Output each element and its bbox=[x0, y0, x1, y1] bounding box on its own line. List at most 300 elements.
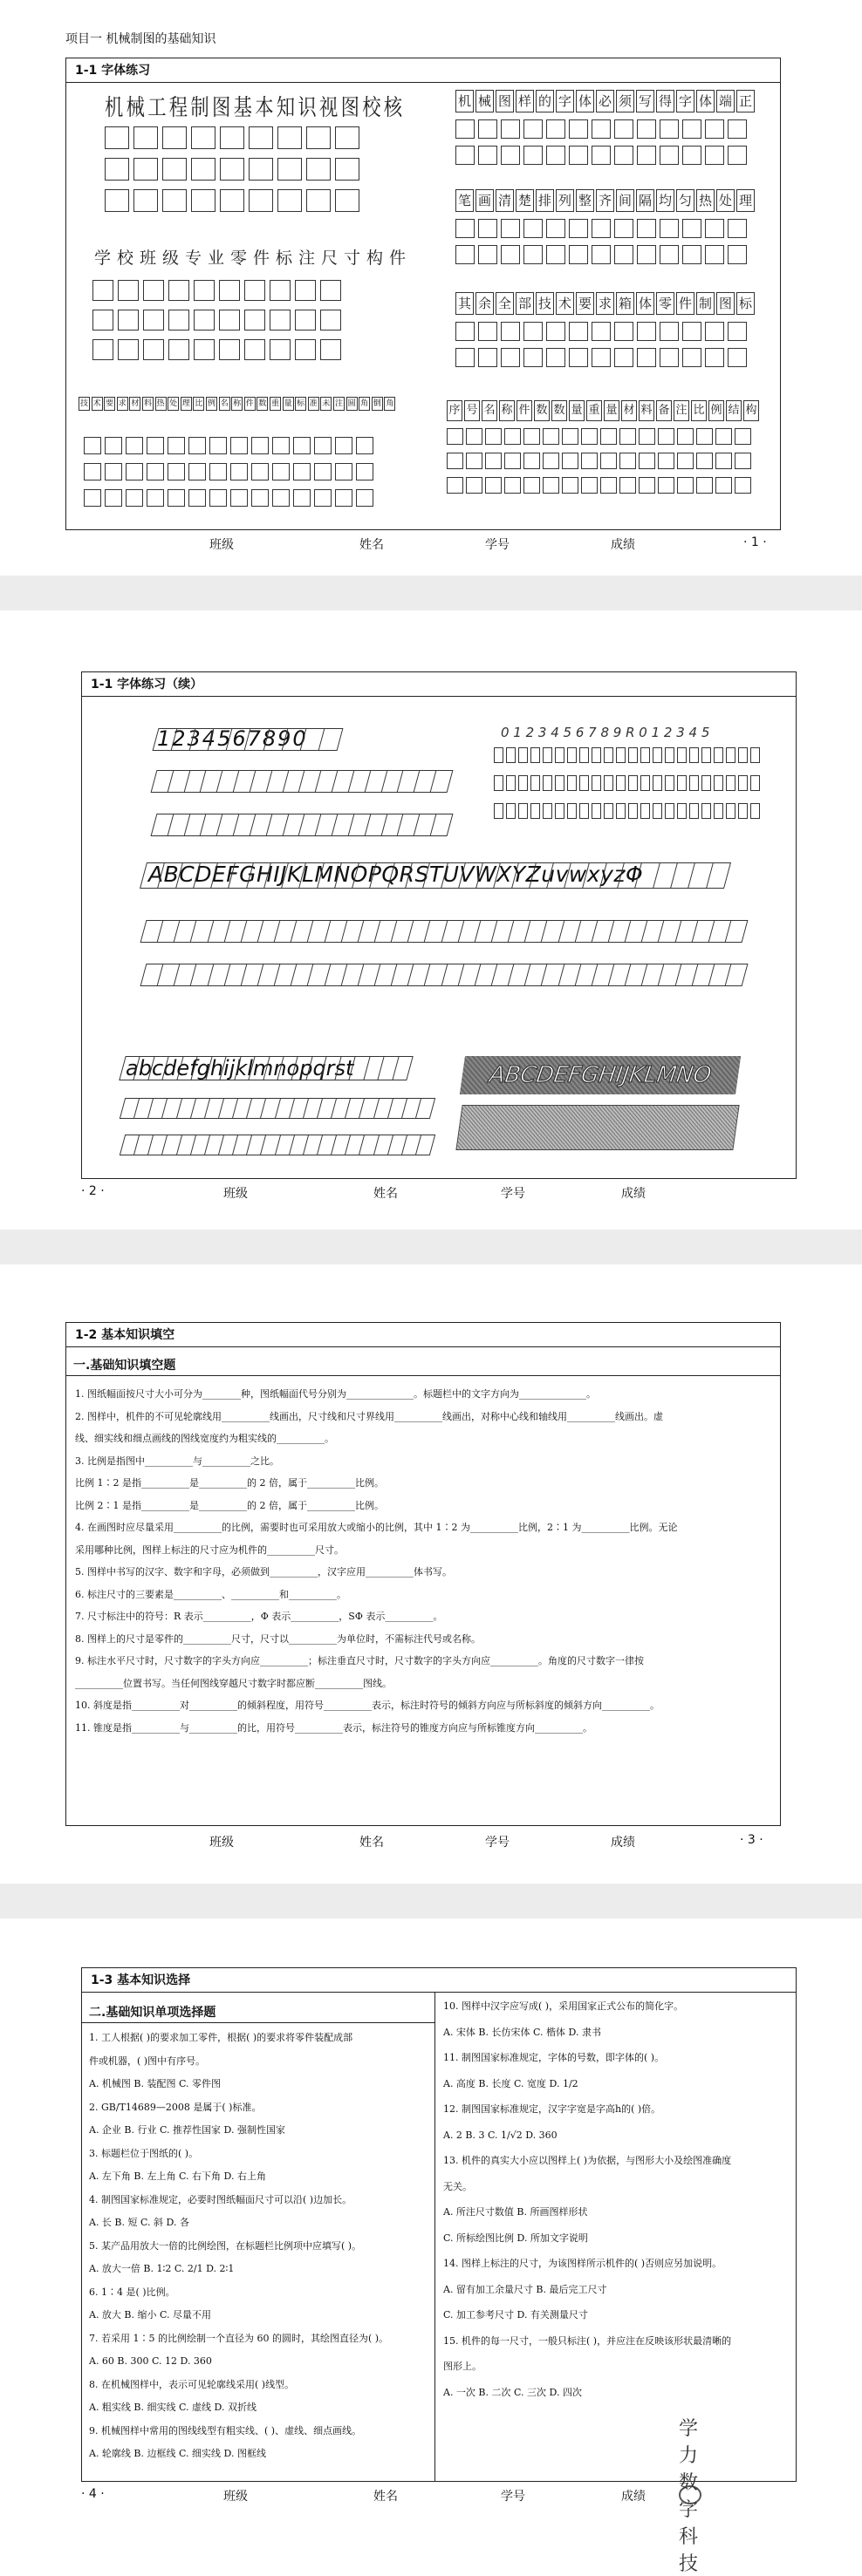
grid-cell bbox=[335, 489, 352, 507]
grid-cell bbox=[546, 348, 565, 367]
sample-char: 数 bbox=[551, 400, 567, 421]
grid-cell bbox=[320, 280, 341, 301]
grid-cell bbox=[640, 775, 650, 791]
sample-char: 箱 bbox=[616, 292, 634, 315]
grid-cell bbox=[455, 219, 475, 238]
choice-line: A. 放大 B. 缩小 C. 尽量不用 bbox=[89, 2309, 212, 2320]
grid-cell bbox=[455, 348, 475, 367]
grid-cell bbox=[715, 477, 732, 494]
grid-cell bbox=[506, 803, 516, 819]
grid-cell bbox=[209, 463, 227, 480]
grid-cell bbox=[455, 322, 475, 341]
grid-cell bbox=[728, 348, 747, 367]
sample-char: 数 bbox=[257, 397, 268, 411]
grid-cell bbox=[277, 126, 302, 149]
sample-char: 备 bbox=[656, 400, 672, 421]
choice-line: 10. 图样中汉字应写成( )，采用国家正式公布的简化字。 bbox=[443, 2000, 684, 2012]
grid-cell bbox=[168, 463, 185, 480]
grid-cell bbox=[504, 477, 521, 494]
grid-cell bbox=[701, 803, 711, 819]
grid-cell bbox=[162, 158, 187, 181]
grid-cell bbox=[335, 463, 352, 480]
grid-cell bbox=[501, 348, 520, 367]
sample-char: 要 bbox=[576, 292, 594, 315]
choice-line: 11. 制图国家标准规定，字体的号数，即字体的( )。 bbox=[443, 2052, 665, 2063]
sample-char: 热 bbox=[155, 397, 167, 411]
grid-cell bbox=[230, 463, 248, 480]
sample-char: 结 bbox=[726, 400, 742, 421]
grid-cell bbox=[478, 119, 497, 139]
grid-cell bbox=[518, 775, 528, 791]
grid-cell bbox=[569, 348, 588, 367]
grid-cell bbox=[105, 126, 129, 149]
grid-cell bbox=[501, 119, 520, 139]
sample-char: 处 bbox=[168, 397, 179, 411]
grid-cell bbox=[191, 126, 216, 149]
grid-cell bbox=[147, 489, 164, 507]
question-line: 线、细实线和细点画线的图线宽度约为粗实线的__________。 bbox=[75, 1433, 334, 1444]
choice-line: A. 宋体 B. 长仿宋体 C. 楷体 D. 隶书 bbox=[443, 2026, 601, 2038]
grid-cell bbox=[619, 453, 636, 469]
sample-char: 隔 bbox=[636, 189, 654, 212]
question-line: 5. 图样中书写的汉字、数字和字母，必须做到__________，汉字应用__________体书写。 bbox=[75, 1566, 452, 1578]
page-gap bbox=[0, 576, 862, 610]
grid-cell bbox=[277, 189, 302, 212]
outline-text: ABCDEFGHIJKLMNO bbox=[487, 1062, 714, 1088]
section-title: 1-2 基本知识填空 bbox=[66, 1323, 780, 1347]
grid-cell bbox=[501, 146, 520, 165]
grid-cell bbox=[251, 489, 269, 507]
grid-cell bbox=[244, 310, 265, 331]
sample-char: 体 bbox=[696, 90, 715, 112]
sample-char: 料 bbox=[142, 397, 154, 411]
grid-cell bbox=[696, 453, 713, 469]
grid-cell bbox=[543, 803, 552, 819]
question-line: 1. 图纸幅面按尺寸大小可分为________种，图纸幅面代号分别为______________。标题栏中的文字方向为______________。 bbox=[75, 1388, 596, 1400]
grid-cell bbox=[701, 775, 711, 791]
grid-cell bbox=[504, 453, 521, 469]
grid-cell bbox=[628, 747, 638, 763]
outline-sample bbox=[460, 1056, 741, 1094]
grid-cell bbox=[506, 747, 516, 763]
grid-cell bbox=[592, 119, 611, 139]
grid-cell bbox=[600, 453, 617, 469]
grid-cell bbox=[270, 339, 291, 360]
grid-cell bbox=[592, 146, 611, 165]
section-title: 1-1 字体练习（续） bbox=[82, 672, 796, 697]
grid-cell bbox=[689, 803, 699, 819]
sample-text-1: 机械工程制图基本知识视图校核 bbox=[105, 95, 406, 121]
grid-cell bbox=[270, 280, 291, 301]
sample-char: 倒 bbox=[372, 397, 383, 411]
grid-cell bbox=[105, 437, 122, 454]
grid-cell bbox=[84, 463, 101, 480]
footer-id: 学号 bbox=[485, 1836, 510, 1850]
grid-cell bbox=[677, 747, 687, 763]
footer-score: 成绩 bbox=[621, 1187, 646, 1201]
sample-char: 技 bbox=[79, 397, 90, 411]
grid-cell bbox=[637, 119, 656, 139]
grid-cell bbox=[478, 245, 497, 264]
grid-cell bbox=[105, 463, 122, 480]
sample-char: 字 bbox=[676, 90, 694, 112]
grid-cell bbox=[543, 453, 559, 469]
grid-cell bbox=[555, 803, 564, 819]
grid-cell bbox=[314, 437, 332, 454]
sample-char: 件 bbox=[676, 292, 694, 315]
grid-cell bbox=[188, 489, 206, 507]
grid-cell bbox=[619, 428, 636, 445]
grid-cell bbox=[126, 489, 143, 507]
grid-cell bbox=[546, 146, 565, 165]
sample-char: 件 bbox=[244, 397, 256, 411]
sample-char: 清 bbox=[496, 189, 514, 212]
sample-char: 角 bbox=[384, 397, 395, 411]
sample-char: 笔 bbox=[455, 189, 474, 212]
grid-cell bbox=[447, 428, 463, 445]
grid-cell bbox=[466, 453, 482, 469]
grid-cell bbox=[614, 245, 633, 264]
grid-cell bbox=[494, 747, 503, 763]
grid-cell bbox=[592, 322, 611, 341]
grid-cell bbox=[191, 189, 216, 212]
sample-char: 名 bbox=[219, 397, 230, 411]
grid-cell bbox=[478, 219, 497, 238]
grid-cell bbox=[696, 428, 713, 445]
subtitle-rule bbox=[82, 2022, 434, 2023]
grid-cell bbox=[293, 463, 311, 480]
grid-cell bbox=[293, 489, 311, 507]
watermark-text: 学力数字科技 bbox=[679, 2418, 699, 2575]
page-number: · 2 · bbox=[81, 1184, 105, 1198]
fill-blank-box bbox=[65, 1322, 781, 1826]
grid-cell bbox=[194, 339, 215, 360]
choice-line: A. 企业 B. 行业 C. 推荐性国家 D. 强制性国家 bbox=[89, 2124, 285, 2136]
sample-char: 得 bbox=[656, 90, 674, 112]
footer-name: 姓名 bbox=[359, 1836, 384, 1850]
slant-row bbox=[151, 814, 454, 836]
sample-char: 排 bbox=[536, 189, 554, 212]
grid-cell bbox=[604, 775, 613, 791]
grid-cell bbox=[653, 747, 662, 763]
sample-char: 未 bbox=[320, 397, 332, 411]
footer-score: 成绩 bbox=[611, 538, 635, 552]
grid-cell bbox=[637, 219, 656, 238]
grid-cell bbox=[660, 245, 679, 264]
grid-cell bbox=[478, 348, 497, 367]
grid-cell bbox=[220, 126, 244, 149]
choice-line: C. 加工参考尺寸 D. 有关测量尺寸 bbox=[443, 2309, 588, 2320]
grid-cell bbox=[714, 775, 723, 791]
grid-cell bbox=[592, 348, 611, 367]
grid-cell bbox=[494, 775, 503, 791]
choice-line: 6. 1∶4 是( )比例。 bbox=[89, 2286, 175, 2298]
sample-char: 构 bbox=[743, 400, 759, 421]
grid-cell bbox=[614, 322, 633, 341]
sample-char: 图 bbox=[716, 292, 735, 315]
grid-cell bbox=[518, 803, 528, 819]
grid-cell bbox=[209, 437, 227, 454]
grid-cell bbox=[523, 453, 540, 469]
digits-slant-grid bbox=[153, 728, 344, 751]
grid-cell bbox=[501, 219, 520, 238]
page-number: · 4 · bbox=[81, 2487, 105, 2501]
grid-cell bbox=[639, 428, 655, 445]
grid-cell bbox=[219, 280, 240, 301]
grid-cell bbox=[660, 348, 679, 367]
grid-cell bbox=[658, 453, 674, 469]
grid-cell bbox=[726, 803, 735, 819]
sample-char: 整 bbox=[576, 189, 594, 212]
grid-cell bbox=[478, 322, 497, 341]
sample-char: 角 bbox=[359, 397, 370, 411]
grid-cell bbox=[523, 245, 543, 264]
grid-cell bbox=[168, 310, 189, 331]
grid-cell bbox=[592, 775, 601, 791]
sample-char: 术 bbox=[556, 292, 574, 315]
sample-char: 准 bbox=[308, 397, 319, 411]
sample-char: 数 bbox=[534, 400, 550, 421]
footer-name: 姓名 bbox=[373, 1187, 398, 1201]
sample-char: 求 bbox=[596, 292, 614, 315]
sample-char: 均 bbox=[656, 189, 674, 212]
grid-cell bbox=[715, 428, 732, 445]
sample-char: 要 bbox=[104, 397, 115, 411]
grid-cell bbox=[660, 146, 679, 165]
slant-row bbox=[120, 1135, 435, 1155]
grid-cell bbox=[677, 477, 694, 494]
sample-char: 体 bbox=[576, 90, 594, 112]
digits-right-text: 0 1 2 3 4 5 6 7 8 9 R 0 1 2 3 4 5 bbox=[501, 725, 710, 740]
grid-cell bbox=[705, 119, 724, 139]
grid-cell bbox=[562, 477, 578, 494]
grid-cell bbox=[126, 463, 143, 480]
grid-cell bbox=[660, 322, 679, 341]
grid-cell bbox=[628, 803, 638, 819]
grid-cell bbox=[735, 428, 751, 445]
grid-cell bbox=[133, 158, 158, 181]
grid-cell bbox=[600, 428, 617, 445]
choice-line: 4. 制图国家标准规定，必要时图纸幅面尺寸可以沿( )边加长。 bbox=[89, 2193, 352, 2205]
grid-cell bbox=[219, 339, 240, 360]
section-title: 1-1 字体练习 bbox=[66, 58, 780, 83]
grid-cell bbox=[335, 158, 359, 181]
grid-cell bbox=[92, 310, 113, 331]
sample-char: 注 bbox=[333, 397, 345, 411]
grid-cell bbox=[92, 280, 113, 301]
watermark bbox=[679, 2418, 701, 2575]
grid-cell bbox=[133, 126, 158, 149]
sample-char: 余 bbox=[475, 292, 494, 315]
grid-cell bbox=[251, 437, 269, 454]
grid-cell bbox=[168, 437, 185, 454]
grid-cell bbox=[682, 146, 701, 165]
grid-cell bbox=[677, 775, 687, 791]
grid-cell bbox=[614, 119, 633, 139]
uppercase-text: ABCDEFGHIJKLMNOPQRSTUVWXYZuvwxyzΦ bbox=[148, 862, 644, 887]
grid-cell bbox=[616, 803, 626, 819]
sample-char: 端 bbox=[716, 90, 735, 112]
grid-cell bbox=[728, 245, 747, 264]
question-line: 比例 2∶1 是指__________是__________的 2 倍，属于__________比例。 bbox=[75, 1499, 384, 1511]
sample-char: 料 bbox=[639, 400, 654, 421]
page-2 bbox=[0, 610, 862, 1230]
grid-cell bbox=[579, 775, 589, 791]
grid-cell bbox=[530, 747, 540, 763]
grid-cell bbox=[696, 477, 713, 494]
sample-char: 号 bbox=[464, 400, 480, 421]
grid-cell bbox=[562, 428, 578, 445]
grid-cell bbox=[314, 489, 332, 507]
sample-char: 部 bbox=[516, 292, 534, 315]
choice-line: A. 长 B. 短 C. 斜 D. 各 bbox=[89, 2217, 189, 2228]
grid-cell bbox=[306, 158, 331, 181]
grid-cell bbox=[705, 322, 724, 341]
grid-cell bbox=[543, 477, 559, 494]
sample-char: 字 bbox=[556, 90, 574, 112]
grid-cell bbox=[637, 348, 656, 367]
choice-line: 无关。 bbox=[443, 2180, 472, 2192]
grid-cell bbox=[682, 219, 701, 238]
grid-cell bbox=[230, 489, 248, 507]
digits-right bbox=[501, 725, 709, 740]
grid-cell bbox=[726, 775, 735, 791]
choice-line: C. 所标绘图比例 D. 所加文字说明 bbox=[443, 2232, 588, 2244]
sample-char: 楚 bbox=[516, 189, 534, 212]
grid-cell bbox=[447, 477, 463, 494]
choice-line: A. 2 B. 3 C. 1/√2 D. 360 bbox=[443, 2129, 558, 2141]
choice-line: A. 一次 B. 二次 C. 三次 D. 四次 bbox=[443, 2386, 582, 2398]
grid-cell bbox=[705, 219, 724, 238]
grid-cell bbox=[518, 747, 528, 763]
grid-cell bbox=[147, 437, 164, 454]
grid-cell bbox=[665, 803, 674, 819]
grid-cell bbox=[682, 119, 701, 139]
choice-line: A. 所注尺寸数值 B. 所画图样形状 bbox=[443, 2206, 588, 2218]
sample-char: 序 bbox=[447, 400, 462, 421]
grid-cell bbox=[728, 119, 747, 139]
grid-cell bbox=[569, 219, 588, 238]
grid-cell bbox=[191, 158, 216, 181]
grid-cell bbox=[277, 158, 302, 181]
sample-char: 例 bbox=[708, 400, 724, 421]
grid-cell bbox=[728, 219, 747, 238]
sample-char: 求 bbox=[117, 397, 128, 411]
grid-cell bbox=[335, 189, 359, 212]
grid-cell bbox=[293, 437, 311, 454]
grid-cell bbox=[249, 189, 273, 212]
lowercase-slant-grid bbox=[119, 1056, 414, 1080]
grid-cell bbox=[567, 747, 577, 763]
sample-char: 材 bbox=[621, 400, 637, 421]
grid-cell bbox=[619, 477, 636, 494]
grid-cell bbox=[726, 747, 735, 763]
sample-char: 材 bbox=[129, 397, 140, 411]
grid-cell bbox=[660, 219, 679, 238]
grid-cell bbox=[295, 310, 316, 331]
grid-cell bbox=[682, 322, 701, 341]
sample-char: 正 bbox=[736, 90, 755, 112]
footer-class: 班级 bbox=[209, 1836, 234, 1850]
grid-cell bbox=[249, 126, 273, 149]
grid-cell bbox=[92, 339, 113, 360]
grid-cell bbox=[320, 339, 341, 360]
choice-line: 7. 若采用 1∶5 的比例绘制一个直径为 60 的圆时，其绘图直径为( )。 bbox=[89, 2332, 389, 2344]
grid-cell bbox=[543, 775, 552, 791]
grid-cell bbox=[356, 489, 373, 507]
grid-cell bbox=[714, 747, 723, 763]
grid-cell bbox=[637, 322, 656, 341]
grid-cell bbox=[220, 158, 244, 181]
grid-cell bbox=[506, 775, 516, 791]
question-line: 10. 斜度是指__________对__________的倾斜程度，用符号__________表示，标注时符号的倾斜方向应与所标斜度的倾斜方向__________。 bbox=[75, 1700, 660, 1711]
sample-char: 械 bbox=[475, 90, 494, 112]
grid-cell bbox=[640, 747, 650, 763]
question-line: 8. 图样上的尺寸是零件的__________尺寸，尺寸以__________为单位时，不需标注代号或名称。 bbox=[75, 1632, 481, 1645]
question-line: __________位置书写。当任何图线穿越尺寸数字时都应断__________图线。 bbox=[75, 1677, 392, 1689]
grid-cell bbox=[569, 146, 588, 165]
grid-cell bbox=[455, 119, 475, 139]
footer-id: 学号 bbox=[501, 1187, 525, 1201]
slant-row bbox=[140, 920, 749, 943]
sample-char: 称 bbox=[231, 397, 243, 411]
grid-cell bbox=[485, 428, 502, 445]
question-line: 3. 比例是指图中__________与__________之比。 bbox=[75, 1455, 279, 1467]
grid-cell bbox=[485, 477, 502, 494]
grid-cell bbox=[705, 245, 724, 264]
grid-cell bbox=[592, 803, 601, 819]
grid-cell bbox=[272, 463, 290, 480]
grid-cell bbox=[555, 747, 564, 763]
grid-cell bbox=[143, 280, 164, 301]
grid-cell bbox=[705, 146, 724, 165]
choice-line: 15. 机件的每一尺寸，一般只标注( )，并应注在反映该形状最清晰的 bbox=[443, 2334, 732, 2347]
sample-char: 量 bbox=[283, 397, 294, 411]
grid-cell bbox=[249, 158, 273, 181]
sample-char: 处 bbox=[716, 189, 735, 212]
grid-cell bbox=[523, 428, 540, 445]
grid-cell bbox=[320, 310, 341, 331]
sample-char: 重 bbox=[586, 400, 602, 421]
choice-line: 3. 标题栏位于图纸的( )。 bbox=[89, 2147, 199, 2159]
grid-cell bbox=[714, 803, 723, 819]
grid-cell bbox=[614, 348, 633, 367]
sample-char: 量 bbox=[569, 400, 585, 421]
grid-cell bbox=[335, 126, 359, 149]
sample-char: 制 bbox=[696, 292, 715, 315]
choice-line: 1. 工人根据( )的要求加工零件，根据( )的要求将零件装配成部 bbox=[89, 2032, 353, 2043]
grid-cell bbox=[504, 428, 521, 445]
grid-cell bbox=[735, 477, 751, 494]
grid-cell bbox=[665, 747, 674, 763]
grid-cell bbox=[523, 322, 543, 341]
sample-char: 全 bbox=[496, 292, 514, 315]
choice-line: 8. 在机械图样中，表示可见轮廓线采用( )线型。 bbox=[89, 2378, 295, 2390]
sample-char: 列 bbox=[556, 189, 574, 212]
grid-cell bbox=[689, 775, 699, 791]
sample-char: 理 bbox=[181, 397, 192, 411]
grid-cell bbox=[244, 280, 265, 301]
grid-cell bbox=[501, 322, 520, 341]
sample-char: 的 bbox=[536, 90, 554, 112]
grid-cell bbox=[523, 477, 540, 494]
grid-cell bbox=[220, 189, 244, 212]
grid-cell bbox=[569, 322, 588, 341]
question-line: 9. 标注水平尺寸时，尺寸数字的字头方向应__________；标注垂直尺寸时，尺寸数字的字头方向应__________。角度的尺寸数字一律按 bbox=[75, 1655, 644, 1666]
grid-cell bbox=[639, 453, 655, 469]
choice-line: A. 留有加工余量尺寸 B. 最后完工尺寸 bbox=[443, 2283, 607, 2295]
grid-cell bbox=[616, 775, 626, 791]
